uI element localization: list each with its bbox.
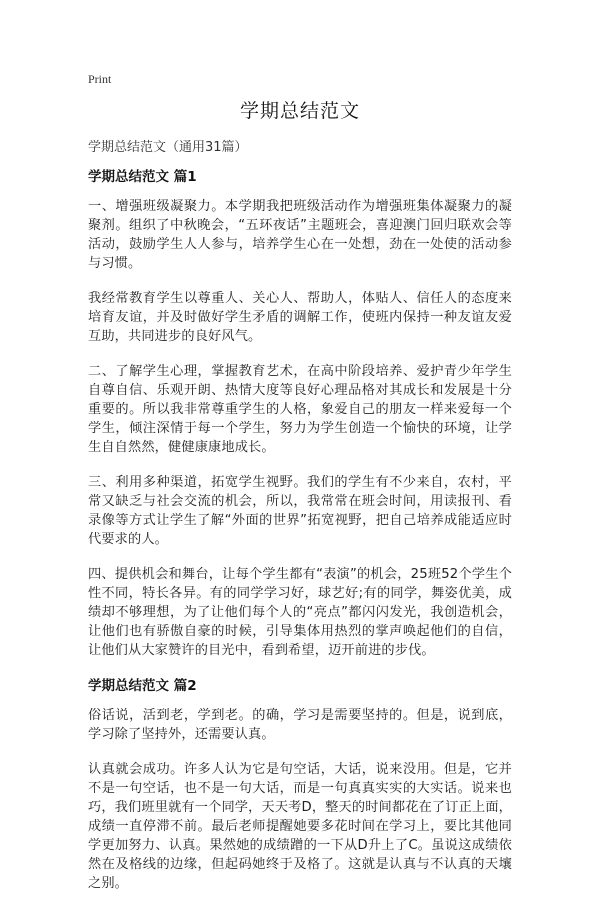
paragraph: 俗话说，活到老，学到老。的确，学习是需要坚持的。但是，说到底，学习除了坚持外，还需要认真。: [88, 708, 512, 742]
paragraph: 三、利用多种渠道，拓宽学生视野。我们的学生有不少来自，农村，平常又缺乏与社会交流的机会，所以，我常常在班会时间，用读报刊、看录像等方式让学生了解“外面的世界”拓宽视野，把自己培养成能适应时代要求的人。: [88, 475, 512, 547]
document-subtitle: 学期总结范文（通用31篇）: [88, 140, 248, 155]
section-1: [88, 167, 512, 660]
document-title: 学期总结范文: [239, 100, 360, 122]
document-page: [88, 70, 512, 909]
paragraph: 我经常教育学生以尊重人、关心人、帮助人，体贴人、信任人的态度来培育友谊，并及时做好学生矛盾的调解工作，使班内保持一种友谊友爱互助，共同进步的良好风气。: [88, 291, 512, 344]
section-heading: 学期总结范文 篇2: [88, 678, 197, 694]
print-link[interactable]: Print: [88, 72, 112, 86]
paragraph: 四、提供机会和舞台，让每个学生都有“表演”的机会，25班52个学生个性不同，特长各异。有的同学学习好，球艺好;有的同学，舞姿优美，成绩却不够理想，为了让他们每个人的“亮点”都闪闪发光，我创造机会，让他们也有骄傲自豪的时候，引导集体用热烈的掌声唤起他们的自信，让他们从大家赞许的目光中，看到希望，迈开前进的步伐。: [88, 567, 512, 658]
paragraph: 二、了解学生心理，掌握教育艺术，在高中阶段培养、爱护青少年学生自尊自信、乐观开朗、热情大度等良好心理品格对其成长和发展是十分重要的。所以我非常尊重学生的人格，象爱自己的朋友一样来爱每一个学生，倾注深情于每一个学生，努力为学生创造一个愉快的环境，让学生自自然然，健健康康地成长。: [88, 364, 512, 455]
paragraph: 认真就会成功。许多人认为它是句空话，大话，说来没用。但是，它并不是一句空话，也不是一句大话，而是一句真真实实的大实话。说来也巧，我们班里就有一个同学，天天考D，整天的时间都花在了订正上面，成绩一直停滞不前。最后老师提醒她要多花时间在学习上，要比其他同学更加努力、认真。果然她的成绩蹭的一下从D升上了C。虽说这成绩依然在及格线的边缘，但起码她终于及格了。这就是认真与不认真的天壤之别。: [88, 762, 512, 891]
paragraph: 一、增强班级凝聚力。本学期我把班级活动作为增强班集体凝聚力的凝聚剂。组织了中秋晚会，“五环夜话”主题班会，喜迎澳门回归联欢会等活动，鼓励学生人人参与，培养学生心在一处想，劲在一处使的活动参与习惯。: [88, 199, 512, 271]
section-heading: 学期总结范文 篇1: [88, 169, 197, 185]
section-2: [88, 676, 512, 893]
